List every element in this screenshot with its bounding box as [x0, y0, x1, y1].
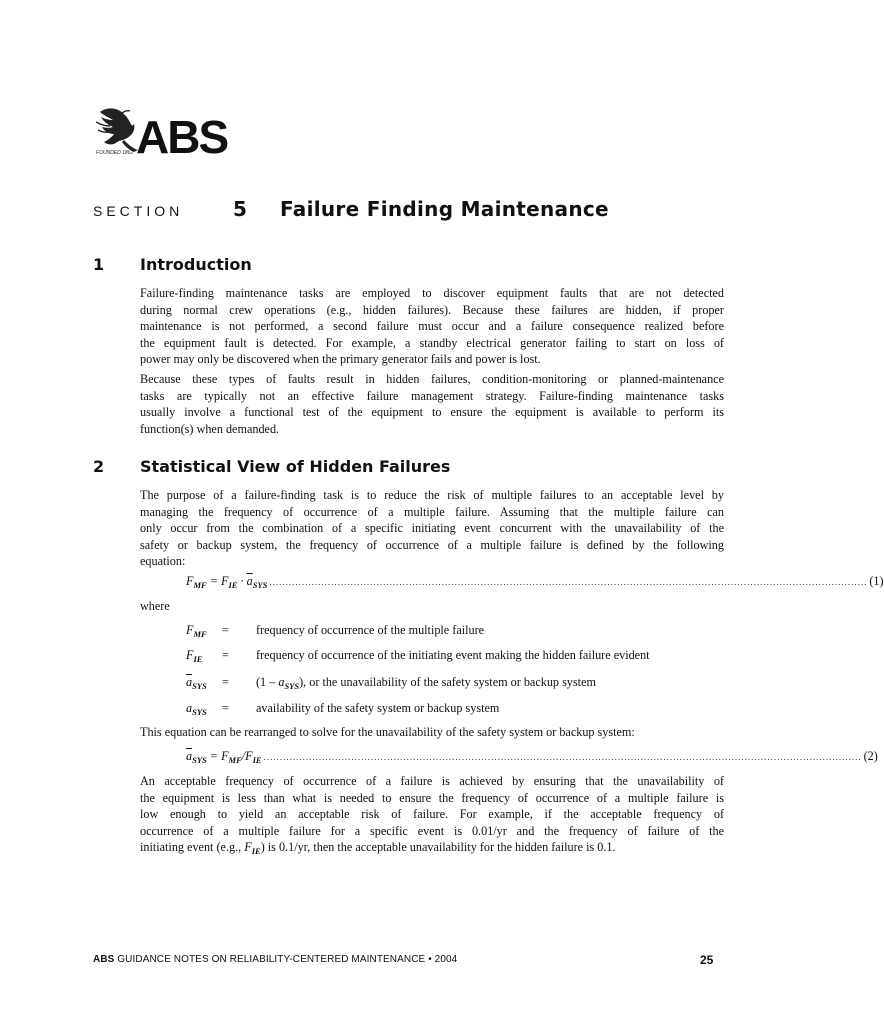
intro-paragraph-2 [140, 371, 724, 437]
equation-1-expression: $F_{MF} = F_{IE} \cdot \overline{a}_{SYS}$ [186, 574, 268, 590]
text-line: function(s) when demanded. [140, 421, 280, 436]
text-line: Because these types of faults result in hidden failures, condition-monitoring or planned-maintenance [140, 372, 724, 386]
definition-equals: = [222, 623, 229, 637]
text-line: safety or backup system, the frequency of occurrence of a multiple failure is defined by the following [140, 537, 724, 552]
text-line: the equipment is less than what is needed to ensure the frequency of occurrence of a multiple failure is [140, 790, 724, 805]
stat-paragraph-2 [140, 773, 724, 856]
definition-text: frequency of occurrence of the initiating event making the hidden failure evident [256, 648, 650, 662]
leader-dots: ........................................................................................................................................................................................ [269, 577, 868, 587]
eagle-logo-icon [94, 104, 252, 163]
section-number: 5 [233, 197, 247, 221]
equation-1-number: (1) [869, 574, 884, 588]
definition-equals: = [222, 648, 229, 662]
definition-text: $(1 - a_{SYS})$, or the unavailability of the safety system or backup system [256, 675, 596, 691]
text-line: equation: [140, 554, 186, 568]
subsection-2-title: Statistical View of Hidden Failures [140, 457, 451, 476]
equation-2-expression: $\overline{a}_{SYS} = F_{MF}/F_{IE}$ [186, 749, 262, 765]
section-label: SECTION [93, 203, 184, 219]
subsection-2-number: 2 [93, 457, 105, 476]
equation-2 [186, 748, 878, 765]
stat-paragraph-1 [140, 487, 724, 570]
definition-symbol-a-sys: $a_{SYS}$ [186, 701, 207, 717]
subsection-1-number: 1 [93, 255, 105, 274]
text-line: usually involve a functional test of the equipment to ensure the equipment is available to perform its [140, 405, 724, 419]
leader-dots: ........................................................................................................................................................................................ [263, 752, 862, 762]
footer-title: ABS GUIDANCE NOTES ON RELIABILITY-CENTERED MAINTENANCE • 2004 [93, 954, 458, 965]
intro-paragraph-1 [140, 285, 724, 368]
logo-tagline: FOUNDED 1862 [96, 150, 134, 156]
page-number: 25 [700, 953, 714, 967]
equation-1 [186, 573, 884, 590]
definition-equals: = [222, 701, 229, 715]
definition-symbol-fie: $F_{IE}$ [186, 648, 203, 664]
footer-brand: ABS [93, 954, 115, 965]
text-line: during normal crew operations (e.g., hidden failures). Because these failures are hidden, if proper [140, 302, 724, 317]
text-line: power may only be discovered when the primary generator fails and power is lost. [140, 352, 541, 366]
text-line: initiating event (e.g., $F_{IE}$) is 0.1/yr, then the acceptable unavailability for the hidden failure is 0.1. [140, 840, 616, 856]
abs-logo [94, 104, 252, 163]
text-line: An acceptable frequency of occurrence of a failure is achieved by ensuring that the unavailability of [140, 774, 724, 788]
equation-2-number: (2) [863, 749, 878, 763]
definition-text: frequency of occurrence of the multiple failure [256, 623, 485, 637]
definition-equals: = [222, 675, 229, 689]
where-label: where [140, 599, 170, 613]
text-line: Failure-finding maintenance tasks are employed to discover equipment faults that are not detected [140, 286, 724, 300]
text-line: the equipment fault is detected. For example, a standby electrical generator failing to start on loss of [140, 335, 724, 350]
rearrange-sentence: This equation can be rearranged to solve for the unavailability of the safety system or backup system: [140, 725, 635, 739]
logo-wordmark: ABS [136, 111, 228, 163]
text-line: tasks are typically not an effective failure management strategy. Failure-finding maintenance tasks [140, 388, 724, 403]
text-line: only occur from the combination of a specific initiating event concurrent with the unavailability of the [140, 521, 724, 535]
definition-symbol-fmf: $F_{MF}$ [186, 623, 207, 639]
text-line: occurrence of a multiple failure for a specific event is 0.01/yr and the frequency of failure of the [140, 823, 724, 838]
text-line: maintenance is not performed, a second failure must occur and a failure consequence realized before [140, 319, 724, 333]
definition-text: availability of the safety system or backup system [256, 701, 500, 715]
text-line: managing the frequency of occurrence of a multiple failure. Assuming that the multiple failure can [140, 504, 724, 519]
section-title: Failure Finding Maintenance [280, 197, 609, 221]
text-line: low enough to yield an acceptable risk of failure. For example, if the acceptable frequency of [140, 807, 724, 821]
text-line: The purpose of a failure-finding task is to reduce the risk of multiple failures to an acceptable level by [140, 488, 724, 502]
definition-symbol-abar-sys: $\overline{a}_{SYS}$ [186, 675, 207, 691]
subsection-1-title: Introduction [140, 255, 252, 274]
